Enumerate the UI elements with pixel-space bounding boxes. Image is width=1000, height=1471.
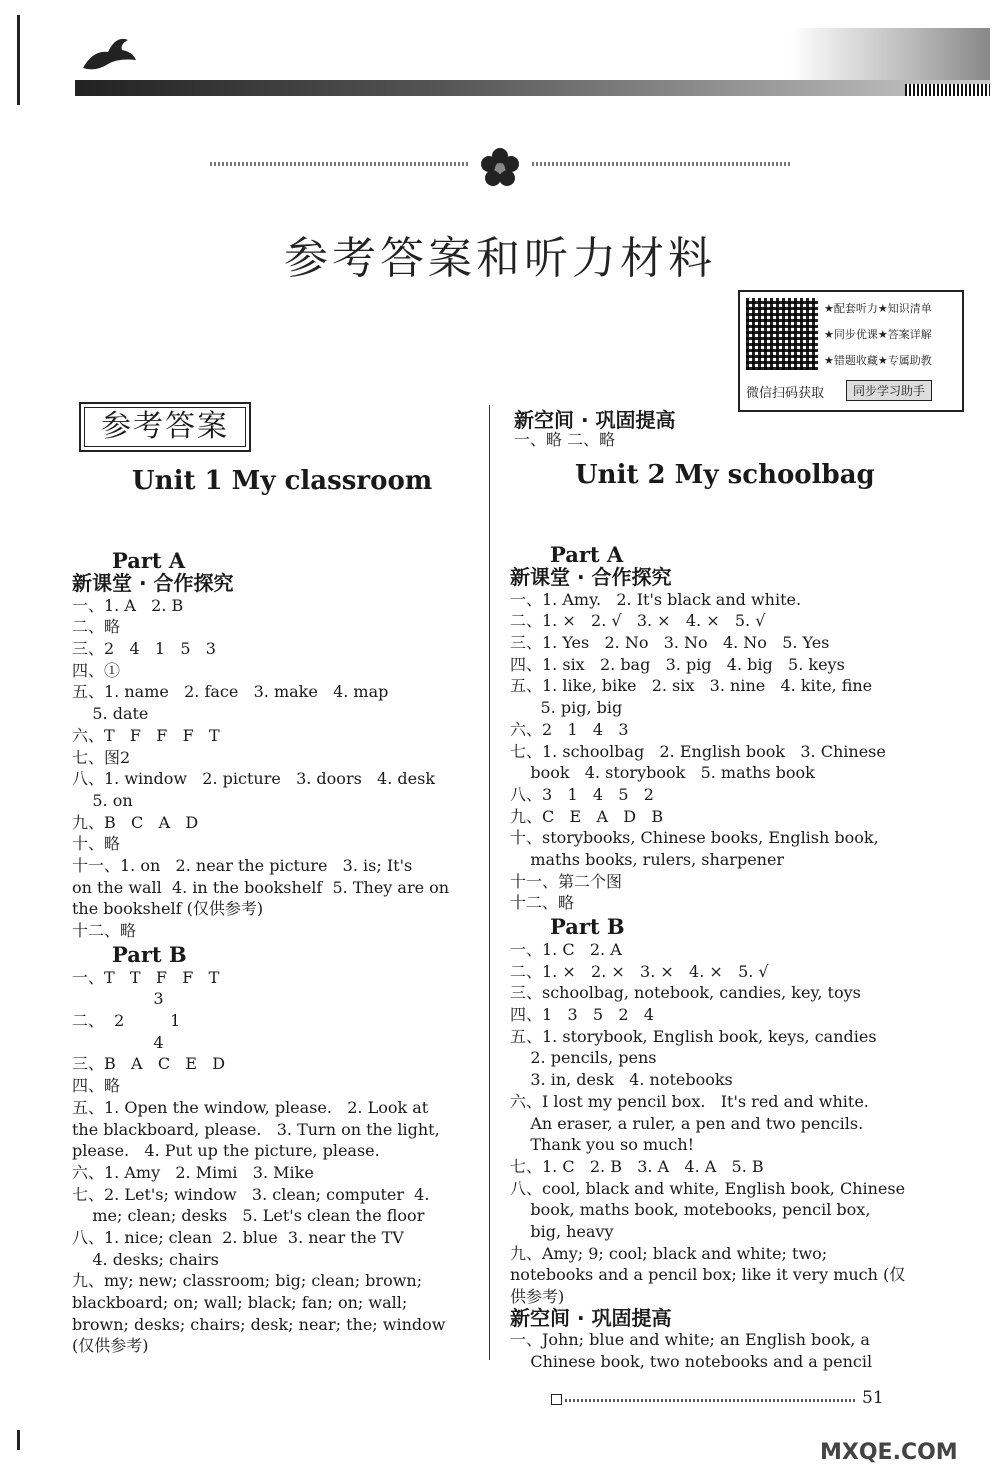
right-answer-line: 新空间 · 巩固提高: [510, 1305, 672, 1330]
left-answer-line: 七、图2: [72, 747, 131, 767]
footer-square-icon: [551, 1394, 562, 1405]
left-answer-line: on the wall 4. in the bookshelf 5. They are on: [72, 877, 450, 897]
right-answer-line: Thank you so much!: [510, 1135, 695, 1155]
right-answer-line: 5. pig, big: [510, 698, 623, 718]
section-title: 参考答案: [79, 402, 251, 452]
header-ticks: [905, 84, 990, 96]
left-answer-line: 五、1. Open the window, please. 2. Look at: [72, 1097, 429, 1117]
right-answer-line: 十一、第二个图: [510, 871, 623, 891]
footer-dots: [565, 1399, 855, 1402]
left-answer-line: me; clean; desks 5. Let's clean the floor: [72, 1206, 425, 1226]
qr-scan-text: 微信扫码获取: [746, 386, 825, 401]
left-answer-line: 五、1. name 2. face 3. make 4. map: [72, 682, 389, 702]
qr-line-1: ★配套听力★知识清单: [824, 302, 932, 315]
right-answer-line: 六、2 1 4 3: [510, 719, 629, 739]
left-answer-line: 一、1. A 2. B: [72, 595, 184, 615]
unit-2-title: Unit 2 My schoolbag: [575, 460, 875, 490]
bird-logo-icon: [78, 30, 138, 75]
left-answer-line: 六、1. Amy 2. Mimi 3. Mike: [72, 1162, 314, 1182]
right-answer-line: 七、1. schoolbag 2. English book 3. Chinese: [510, 741, 886, 761]
right-answer-line: 七、1. C 2. B 3. A 4. A 5. B: [510, 1156, 764, 1176]
unit-1-title: Unit 1 My classroom: [132, 466, 433, 496]
right-answer-line: 五、1. like, bike 2. six 3. nine 4. kite, fine: [510, 676, 873, 696]
left-answer-line: the blackboard, please. 3. Turn on the light,: [72, 1119, 440, 1139]
left-margin-bar: [17, 15, 20, 105]
left-answer-line: 八、1. nice; clean 2. blue 3. near the TV: [72, 1227, 404, 1247]
right-answer-line: 三、schoolbag, notebook, candies, key, toys: [510, 983, 861, 1003]
right-answer-line: 新课堂 · 合作探究: [510, 565, 672, 589]
left-answer-line: 3: [72, 989, 164, 1009]
left-answer-line: 十一、1. on 2. near the picture 3. is; It's: [72, 855, 413, 875]
right-answer-line: 2. pencils, pens: [510, 1048, 657, 1068]
left-answer-line: blackboard; on; wall; black; fan; on; wall;: [72, 1293, 408, 1312]
right-answer-line: maths books, rulers, sharpener: [510, 849, 785, 869]
right-answer-line: 十二、略: [510, 893, 575, 913]
right-answer-line: 八、3 1 4 5 2: [510, 784, 654, 804]
right-answer-line: 十、storybooks, Chinese books, English book,: [510, 828, 879, 848]
left-answer-line: 5. date: [72, 704, 149, 724]
left-answer-line: 三、B A C E D: [72, 1054, 226, 1074]
qr-line-2: ★同步优课★答案详解: [824, 328, 932, 341]
left-answer-line: the bookshelf (仅供参考): [72, 899, 264, 919]
right-answer-line: Part A: [550, 542, 624, 567]
right-answer-line: 四、1. six 2. bag 3. pig 4. big 5. keys: [510, 654, 845, 674]
right-answer-line: 六、I lost my pencil box. It's red and white.: [510, 1091, 869, 1111]
right-answer-line: Chinese book, two notebooks and a pencil: [510, 1352, 873, 1372]
right-answer-line: book 4. storybook 5. maths book: [510, 763, 815, 783]
right-answer-line: 九、Amy; 9; cool; black and white; two;: [510, 1243, 828, 1263]
right-answer-line: 一、1. C 2. A: [510, 940, 622, 959]
right-answer-column: [510, 542, 930, 1373]
left-answer-line: 十二、略: [72, 921, 137, 940]
page-title: 参考答案和听力材料: [284, 233, 716, 284]
right-answer-line: 八、cool, black and white, English book, Chinese: [510, 1178, 906, 1198]
right-answer-line: 五、1. storybook, English book, keys, candies: [510, 1026, 877, 1046]
left-answer-line: 九、B C A D: [72, 812, 199, 832]
left-answer-line: 4. desks; chairs: [72, 1249, 219, 1269]
qr-line-3: ★错题收藏★专属助教: [824, 354, 932, 367]
right-answer-line: 3. in, desk 4. notebooks: [510, 1070, 733, 1090]
left-answer-line: Part B: [112, 941, 187, 967]
bottom-margin-bar: [17, 1430, 20, 1450]
left-answer-line: 二、略: [72, 617, 121, 637]
header-shade: [790, 28, 990, 86]
left-answer-line: (仅供参考): [72, 1336, 149, 1356]
right-answer-line: book, maths book, motebooks, pencil box,: [510, 1200, 871, 1220]
left-answer-line: 5. on: [72, 790, 133, 810]
right-answer-line: notebooks and a pencil box; like it very much (仅: [510, 1265, 906, 1285]
right-answer-line: 三、1. Yes 2. No 3. No 4. No 5. Yes: [510, 633, 830, 653]
header-bar: [75, 80, 990, 96]
left-answer-line: 十、略: [72, 834, 121, 854]
flower-icon: [478, 146, 522, 190]
right-top-line: 一、略 二、略: [514, 430, 616, 449]
right-answer-line: 二、1. × 2. × 3. × 4. × 5. √: [510, 961, 769, 981]
right-answer-line: 一、John; blue and white; an English book, a: [510, 1330, 870, 1350]
right-answer-line: An eraser, a ruler, a pen and two pencils.: [510, 1113, 864, 1133]
qr-code-icon: [746, 298, 818, 370]
left-answer-line: 四、①: [72, 660, 121, 680]
left-answer-line: 二、 2 1: [72, 1011, 181, 1031]
left-answer-line: 八、1. window 2. picture 3. doors 4. desk: [72, 769, 436, 789]
qr-badge: 同步学习助手: [846, 380, 932, 401]
right-answer-line: big, heavy: [510, 1221, 614, 1241]
left-answer-column: [72, 548, 482, 1357]
left-answer-line: 新课堂 · 合作探究: [72, 571, 234, 595]
left-answer-line: 六、T F F F T: [72, 725, 220, 745]
left-answer-line: 七、2. Let's; window 3. clean; computer 4.: [72, 1184, 430, 1204]
left-answer-line: 四、略: [72, 1076, 121, 1096]
qr-panel: [738, 290, 964, 412]
left-answer-line: 4: [72, 1032, 164, 1052]
column-divider: [489, 405, 490, 1360]
left-answer-line: 一、T T F F T: [72, 967, 220, 987]
title-ornament: [210, 150, 790, 190]
right-answer-line: Part B: [550, 914, 625, 939]
left-answer-line: Part A: [112, 548, 186, 573]
page-number: 51: [862, 1388, 884, 1408]
right-answer-line: 二、1. × 2. √ 3. × 4. × 5. √: [510, 611, 766, 631]
watermark: MXQE.COM: [820, 1440, 958, 1465]
left-answer-line: brown; desks; chairs; desk; near; the; window: [72, 1314, 446, 1334]
left-answer-line: 三、2 4 1 5 3: [72, 639, 216, 659]
left-answer-line: please. 4. Put up the picture, please.: [72, 1141, 380, 1161]
right-answer-line: 一、1. Amy. 2. It's black and white.: [510, 589, 802, 609]
right-top-heading: 新空间 · 巩固提高: [514, 408, 676, 432]
right-answer-line: 四、1 3 5 2 4: [510, 1005, 654, 1025]
right-answer-line: 供参考): [510, 1287, 565, 1306]
left-answer-line: 九、my; new; classroom; big; clean; brown;: [72, 1271, 423, 1291]
right-answer-line: 九、C E A D B: [510, 806, 664, 826]
